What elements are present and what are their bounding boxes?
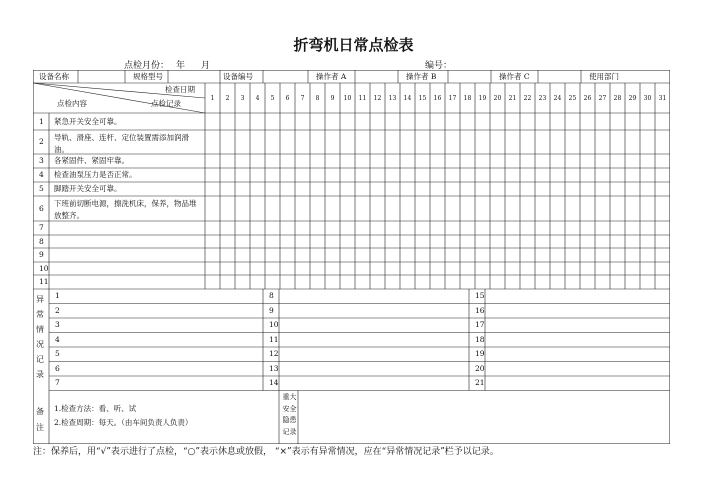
day-number: 31 [658,95,667,102]
item-number: 11 [39,277,49,286]
abnormal-entry-number: 9 [269,305,274,315]
item-number: 10 [39,263,49,273]
inspection-table [33,70,670,444]
month-label: 点检月份： [124,61,170,71]
abnormal-entry-number: 5 [55,349,60,358]
item-number: 1 [39,116,44,126]
item-number: 6 [39,203,44,213]
day-number: 23 [538,95,547,102]
day-number: 15 [418,95,427,102]
abnormal-entry-number: 3 [55,320,60,329]
info-department: 使用部门 [589,72,619,81]
month-unit-label: 月 [201,61,211,71]
info-operator-c: 操作者 C [499,72,530,81]
abnormal-entry-number: 10 [269,320,279,329]
day-number: 19 [478,95,487,102]
day-number: 16 [433,95,442,102]
item-text: 下班前切断电源，擦洗机床，保养，物品堆放整齐。 [54,199,197,220]
day-number: 1 [210,95,215,102]
day-number: 14 [403,95,412,102]
day-number: 5 [270,95,275,102]
day-number: 25 [568,95,577,102]
abnormal-entry-number: 14 [269,378,279,387]
hazard-record-label: 重大安全隐患记录 [282,393,297,436]
day-number: 20 [493,95,502,102]
abnormal-entry-number: 1 [55,291,60,300]
abnormal-entry-number: 8 [269,291,274,300]
day-number: 28 [613,95,622,102]
day-number: 13 [388,95,397,102]
abnormal-entry-number: 17 [475,320,485,329]
item-number: 7 [39,223,44,232]
item-number: 5 [39,184,44,193]
abnormal-entry-number: 18 [475,334,485,344]
info-equipment-name: 设备名称 [39,72,69,81]
remarks-line-2: 2.检查周期：每天。（由车间负责人负责） [54,418,193,427]
day-number: 30 [643,95,652,102]
day-number: 2 [225,95,230,102]
item-text: 脚踏开关安全可靠。 [54,184,122,193]
day-number: 7 [300,95,305,102]
abnormal-entry-number: 20 [475,363,485,373]
info-model: 规格型号 [133,72,163,81]
abnormal-entry-number: 7 [55,378,60,387]
day-number: 24 [553,95,562,102]
day-number: 12 [373,95,382,102]
remarks-label: 备注 [36,407,44,432]
page-title: 折弯机日常点检表 [293,36,414,54]
item-number: 3 [39,156,44,165]
item-number: 2 [39,137,44,146]
corner-content-label: 点检内容 [57,99,87,108]
item-number: 8 [39,236,44,246]
day-number: 4 [255,95,260,102]
abnormal-entry-number: 6 [55,363,60,373]
day-number: 27 [598,95,607,102]
corner-record-label: 点检记录 [151,99,181,108]
item-text: 各紧固件、紧固牢靠。 [54,156,129,165]
day-number: 11 [358,95,367,102]
day-number: 29 [628,95,637,102]
abnormal-entry-number: 19 [475,349,485,358]
abnormal-entry-number: 21 [475,378,485,387]
serial-label: 编号： [425,61,453,71]
abnormal-entry-number: 2 [55,305,60,315]
info-operator-b: 操作者 B [406,72,437,81]
abnormal-entry-number: 16 [475,305,485,315]
item-text: 导轨、滑座、连杆、定位装置需添加润滑油。 [54,133,189,154]
abnormal-entry-number: 15 [475,291,485,300]
corner-date-label: 检查日期 [165,85,195,94]
year-label: 年 [176,61,186,71]
abnormal-entry-number: 4 [55,334,60,344]
abnormal-label: 异常情况记录 [36,295,44,379]
item-number: 9 [39,250,44,259]
day-number: 22 [523,95,532,102]
abnormal-entry-number: 12 [269,349,279,358]
info-operator-a: 操作者 A [316,72,347,81]
day-number: 3 [240,95,245,102]
item-text: 紧急开关安全可靠。 [54,116,122,126]
abnormal-entry-number: 13 [269,363,279,373]
day-number: 9 [330,95,335,102]
footer-note: 注：保养后，用“√”表示进行了点检，“○”表示休息或放假， “×”表示有异常情况，应在“异常情况记录”栏予以记录。 [33,447,499,457]
item-text: 检查油泵压力是否正常。 [54,170,137,179]
day-number: 21 [508,95,517,102]
day-number: 10 [343,95,352,102]
day-number: 26 [583,95,592,102]
day-number: 18 [463,95,472,102]
day-number: 6 [285,95,290,102]
info-equipment-no: 设备编号 [223,72,253,81]
item-number: 4 [39,170,44,179]
day-number: 17 [448,95,457,102]
abnormal-entry-number: 11 [269,334,279,344]
day-number: 8 [315,95,320,102]
remarks-line-1: 1.检查方法：看、听、试 [54,404,137,413]
